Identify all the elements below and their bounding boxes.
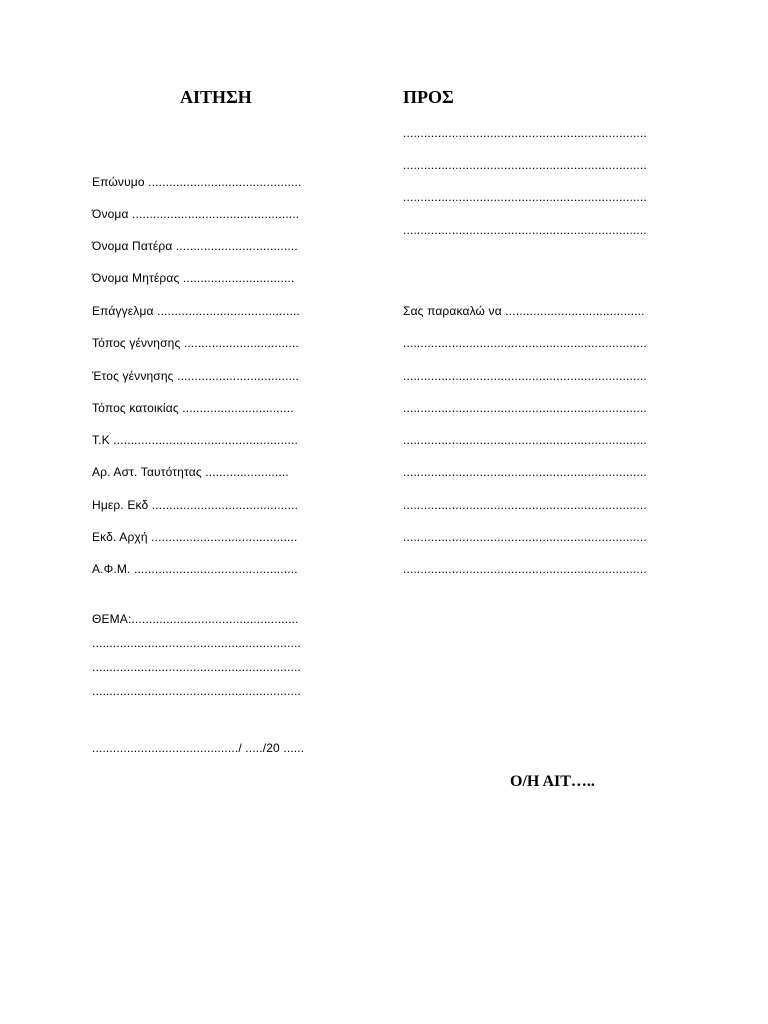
- recipient-heading: ΠΡΟΣ: [403, 87, 454, 107]
- signature-label: Ο/Η ΑΙΤ…..: [510, 773, 595, 790]
- field-father-name[interactable]: Όνομα Πατέρα ...................................: [92, 239, 298, 253]
- field-occupation[interactable]: Επάγγελμα .........................................: [92, 304, 300, 318]
- request-line[interactable]: ......................................................................: [403, 530, 647, 544]
- field-postal-code[interactable]: Τ.Κ .....................................................: [92, 433, 298, 447]
- recipient-line[interactable]: ......................................................................: [403, 126, 647, 140]
- request-line[interactable]: ......................................................................: [403, 336, 647, 350]
- request-line[interactable]: Σας παρακαλώ να ........................................: [403, 304, 645, 318]
- date-line[interactable]: ........................................../ ...../20 ......: [92, 741, 305, 755]
- request-line[interactable]: ......................................................................: [403, 401, 647, 415]
- recipient-line[interactable]: ......................................................................: [403, 190, 647, 204]
- subject-line[interactable]: ΘΕΜΑ:................................................: [92, 612, 299, 626]
- field-mother-name[interactable]: Όνομα Μητέρας ................................: [92, 271, 295, 285]
- request-line[interactable]: ......................................................................: [403, 498, 647, 512]
- field-surname[interactable]: Επώνυμο ............................................: [92, 175, 302, 189]
- subject-line[interactable]: ............................................................: [92, 636, 302, 650]
- field-id-number[interactable]: Αρ. Αστ. Ταυτότητας ........................: [92, 465, 289, 479]
- field-issuing-authority[interactable]: Εκδ. Αρχή ..........................................: [92, 530, 298, 544]
- subject-line[interactable]: ............................................................: [92, 660, 302, 674]
- request-line[interactable]: ......................................................................: [403, 433, 647, 447]
- field-tax-number[interactable]: Α.Φ.Μ. ...............................................: [92, 562, 298, 576]
- request-line[interactable]: ......................................................................: [403, 369, 647, 383]
- request-line[interactable]: ......................................................................: [403, 465, 647, 479]
- subject-line[interactable]: ............................................................: [92, 684, 302, 698]
- field-birth-year[interactable]: Έτος γέννησης ...................................: [92, 369, 300, 383]
- recipient-line[interactable]: ......................................................................: [403, 158, 647, 172]
- field-birthplace[interactable]: Τόπος γέννησης .................................: [92, 336, 299, 350]
- form-title: ΑΙΤΗΣΗ: [180, 87, 252, 107]
- request-line[interactable]: ......................................................................: [403, 562, 647, 576]
- field-residence[interactable]: Τόπος κατοικίας ................................: [92, 401, 294, 415]
- field-issue-date[interactable]: Ημερ. Εκδ ..........................................: [92, 498, 299, 512]
- recipient-line[interactable]: ......................................................................: [403, 223, 647, 237]
- field-first-name[interactable]: Όνομα ................................................: [92, 207, 300, 221]
